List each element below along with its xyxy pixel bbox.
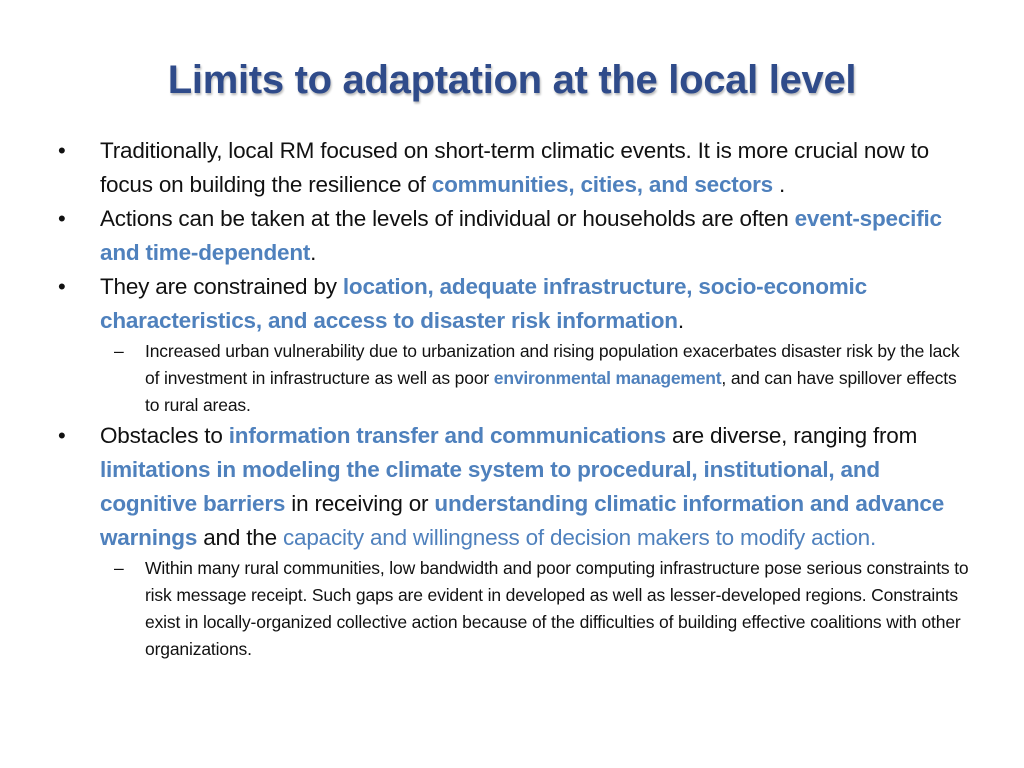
sub-bullet-item [56,338,971,419]
highlight-text: location, adequate infrastructure, socio-economic characteristics, and access to disaster risk information [100,274,867,333]
slide-body [56,134,971,663]
sub-bullet-text: Within many rural communities, low bandwidth and poor computing infrastructure pose serious constraints to risk message receipt. Such gaps are evident in developed as well as lesser-developed regions. Constraints exist in locally-organized collective action because of the difficulties of building effective coalitions with other organizations. [145,558,969,659]
highlight-text: understanding climatic information and advance warnings [100,491,945,550]
sub-bullet-marker: – [114,558,124,578]
highlight-text: environmental management [493,368,722,388]
bullet-text: in receiving or [285,491,435,516]
sub-bullet-marker: – [114,341,124,361]
bullet-text: Actions can be taken at the levels of individual or households are often [100,206,795,231]
highlight-text: limitations in modeling the climate system to procedural, institutional, and cognitive barriers [100,457,880,516]
sub-bullet-text: , and can have spillover effects to rural areas. [145,368,957,415]
bullet-item [56,419,971,555]
bullet-text: . [310,240,317,265]
bullet-item [56,270,971,338]
bullet-text: Traditionally, local RM focused on short-term climatic events. It is more crucial now to focus on building the resilience of [100,138,929,197]
highlight-text: communities, cities, and sectors [431,172,773,197]
bullet-text: . [772,172,786,197]
bullet-item [56,202,971,270]
highlight-text: event-specific and time-dependent [100,206,942,265]
sub-bullet-text: Increased urban vulnerability due to urbanization and rising population exacerbates disaster risk by the lack of investment in infrastructure as well as poor [145,341,960,388]
bullet-text: Obstacles to [100,423,229,448]
slide-title: Limits to adaptation at the local level [167,58,857,102]
bullet-marker: • [58,138,66,163]
bullet-marker: • [58,274,66,299]
bullet-text: are diverse, ranging from [665,423,918,448]
bullet-marker: • [58,206,66,231]
bullet-marker: • [58,423,66,448]
highlight-text: information transfer and communications [228,423,666,448]
highlight-text-light: capacity and willingness of decision makers to modify action. [282,525,877,550]
bullet-text: They are constrained by [100,274,343,299]
bullet-text: . [677,308,684,333]
bullet-text: and the [197,525,283,550]
bullet-item [56,134,971,202]
sub-bullet-item [56,555,971,663]
